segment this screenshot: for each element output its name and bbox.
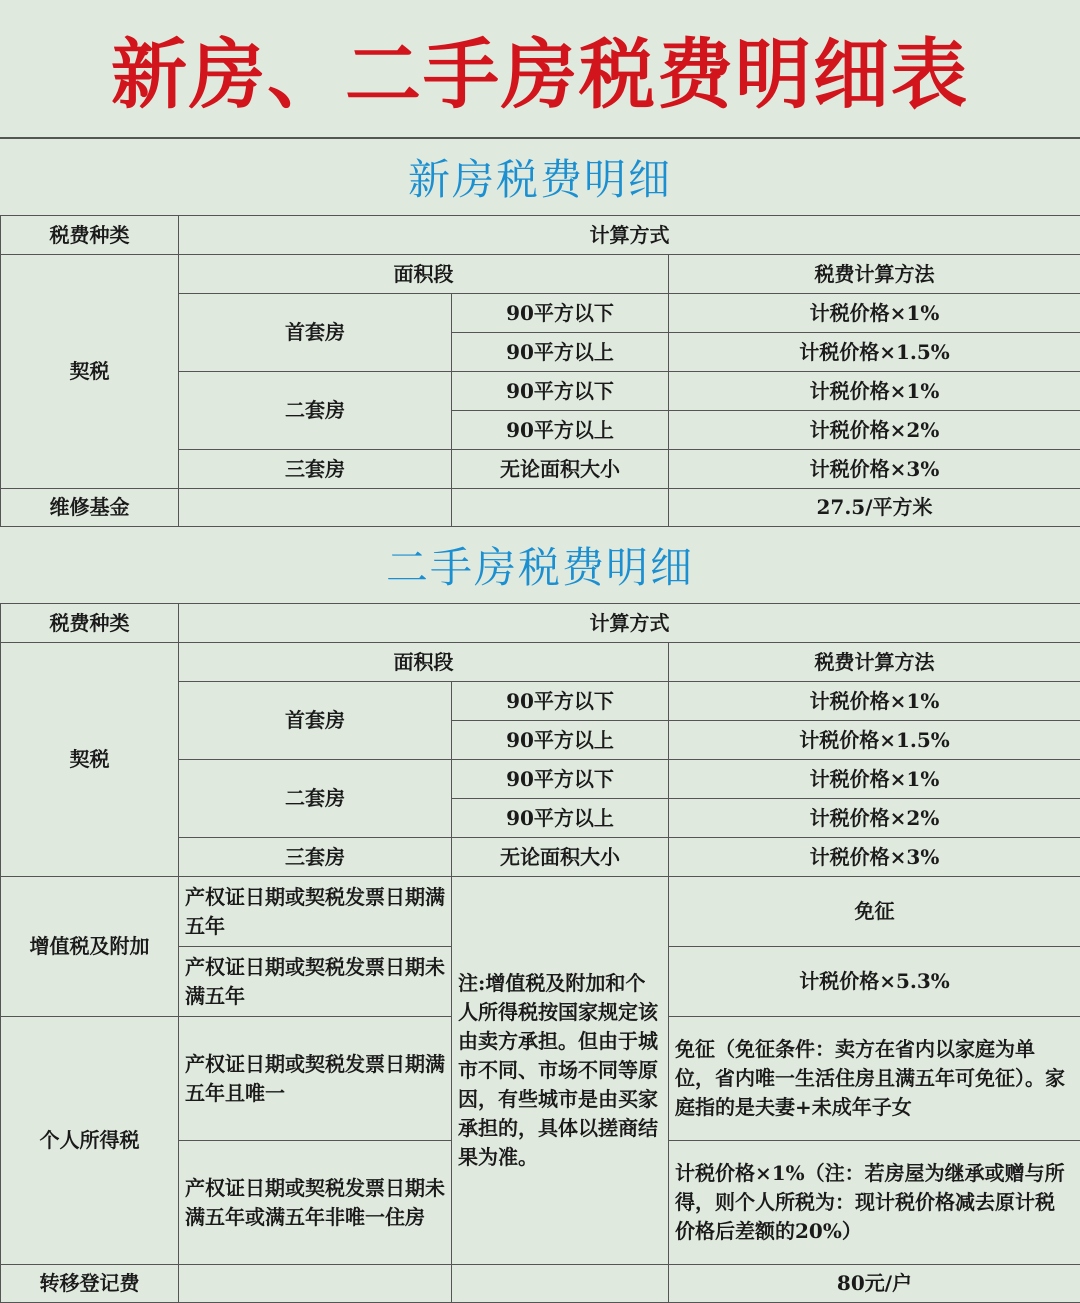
method-header: 税费计算方法 bbox=[669, 255, 1080, 294]
new-house-section-title: 新房税费明细 bbox=[0, 139, 1080, 215]
header-calc: 计算方式 bbox=[179, 216, 1080, 255]
third-home-label: 三套房 bbox=[179, 838, 452, 877]
method-cell: 计税价格×2% bbox=[669, 411, 1080, 450]
first-home-label: 首套房 bbox=[179, 682, 452, 760]
maintenance-fund-label: 维修基金 bbox=[1, 489, 179, 527]
vat-condition: 产权证日期或契税发票日期满五年 bbox=[179, 877, 452, 947]
vat-result: 计税价格×5.3% bbox=[669, 947, 1080, 1017]
empty-cell bbox=[179, 1265, 452, 1303]
area-cell: 90平方以下 bbox=[452, 294, 669, 333]
area-cell: 无论面积大小 bbox=[452, 838, 669, 877]
area-header: 面积段 bbox=[179, 255, 669, 294]
method-cell: 计税价格×1% bbox=[669, 760, 1080, 799]
deed-tax-label: 契税 bbox=[1, 255, 179, 489]
income-tax-label: 个人所得税 bbox=[1, 1017, 179, 1265]
area-cell: 90平方以上 bbox=[452, 799, 669, 838]
method-header: 税费计算方法 bbox=[669, 643, 1080, 682]
second-home-label: 二套房 bbox=[179, 372, 452, 450]
method-cell: 计税价格×1% bbox=[669, 682, 1080, 721]
income-tax-condition: 产权证日期或契税发票日期未满五年或满五年非唯一住房 bbox=[179, 1141, 452, 1265]
empty-cell bbox=[452, 489, 669, 527]
area-cell: 90平方以上 bbox=[452, 411, 669, 450]
method-cell: 计税价格×2% bbox=[669, 799, 1080, 838]
vat-condition: 产权证日期或契税发票日期未满五年 bbox=[179, 947, 452, 1017]
area-cell: 90平方以上 bbox=[452, 333, 669, 372]
deed-tax-label: 契税 bbox=[1, 643, 179, 877]
method-cell: 计税价格×3% bbox=[669, 838, 1080, 877]
vat-result: 免征 bbox=[669, 877, 1080, 947]
transfer-fee-value: 80元/户 bbox=[669, 1265, 1080, 1303]
maintenance-fund-value: 27.5/平方米 bbox=[669, 489, 1080, 527]
area-cell: 90平方以下 bbox=[452, 372, 669, 411]
area-cell: 90平方以下 bbox=[452, 760, 669, 799]
burden-note: 注:增值税及附加和个人所得税按国家规定该由卖方承担。但由于城市不同、市场不同等原因，有些城市是由买家承担的，具体以搓商结果为准。 bbox=[452, 877, 669, 1265]
empty-cell bbox=[179, 489, 452, 527]
area-header: 面积段 bbox=[179, 643, 669, 682]
method-cell: 计税价格×3% bbox=[669, 450, 1080, 489]
new-house-table bbox=[0, 215, 1080, 527]
third-home-label: 三套房 bbox=[179, 450, 452, 489]
method-cell: 计税价格×1.5% bbox=[669, 721, 1080, 760]
area-cell: 90平方以上 bbox=[452, 721, 669, 760]
income-tax-result: 计税价格×1%（注：若房屋为继承或赠与所得，则个人所税为：现计税价格减去原计税价格后差额的20%） bbox=[669, 1141, 1080, 1265]
method-cell: 计税价格×1.5% bbox=[669, 333, 1080, 372]
income-tax-result: 免征（免征条件：卖方在省内以家庭为单位，省内唯一生活住房且满五年可免征）。家庭指的是夫妻+未成年子女 bbox=[669, 1017, 1080, 1141]
method-cell: 计税价格×1% bbox=[669, 294, 1080, 333]
vat-label: 增值税及附加 bbox=[1, 877, 179, 1017]
header-type: 税费种类 bbox=[1, 604, 179, 643]
header-type: 税费种类 bbox=[1, 216, 179, 255]
empty-cell bbox=[452, 1265, 669, 1303]
method-cell: 计税价格×1% bbox=[669, 372, 1080, 411]
area-cell: 90平方以下 bbox=[452, 682, 669, 721]
second-hand-section-title: 二手房税费明细 bbox=[0, 527, 1080, 603]
transfer-fee-label: 转移登记费 bbox=[1, 1265, 179, 1303]
header-calc: 计算方式 bbox=[179, 604, 1080, 643]
page-title: 新房、二手房税费明细表 bbox=[0, 0, 1080, 139]
income-tax-condition: 产权证日期或契税发票日期满五年且唯一 bbox=[179, 1017, 452, 1141]
area-cell: 无论面积大小 bbox=[452, 450, 669, 489]
second-home-label: 二套房 bbox=[179, 760, 452, 838]
second-hand-table bbox=[0, 603, 1080, 1303]
first-home-label: 首套房 bbox=[179, 294, 452, 372]
